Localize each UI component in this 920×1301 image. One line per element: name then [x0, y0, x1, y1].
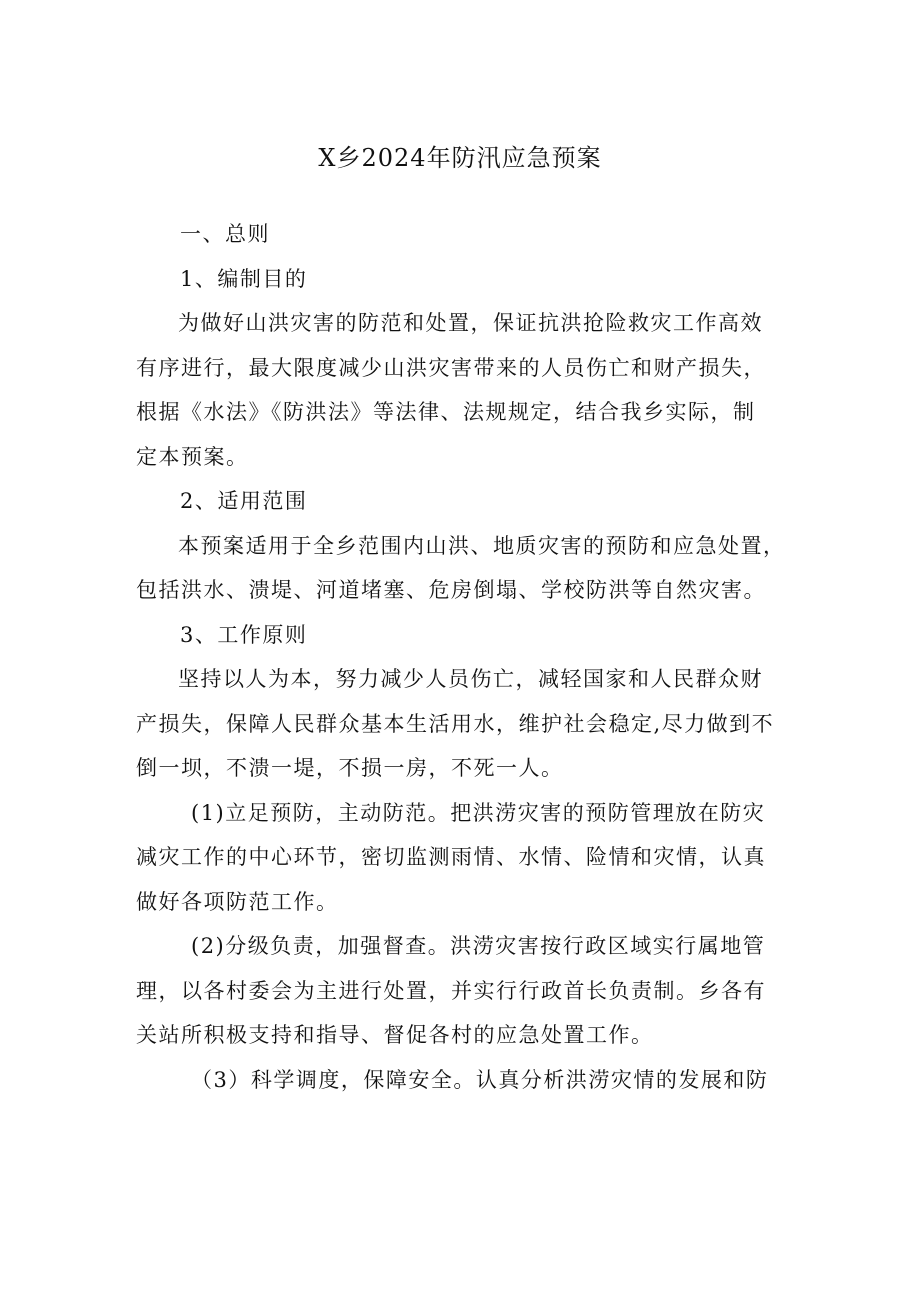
text-line: (1)立足预防，主动防范。把洪涝灾害的预防管理放在防灾 — [191, 800, 766, 825]
text-line: 为做好山洪灾害的防范和处置，保证抗洪抢险救灾工作高效 — [178, 311, 763, 335]
text-line: 定本预案。 — [136, 444, 249, 469]
principle-item-2 — [136, 924, 792, 1058]
text-line: 理，以各村委会为主进行处置，并实行行政首长负责制。乡各有 — [136, 978, 766, 1003]
text-line: 做好各项防范工作。 — [136, 889, 339, 914]
text-line: 有序进行，最大限度减少山洪灾害带来的人员伤亡和财产损失， — [136, 355, 766, 380]
text-line: 关站所积极支持和指导、督促各村的应急处置工作。 — [136, 1023, 654, 1047]
section-heading-general: 一、总则 — [180, 222, 270, 246]
text-line: 倒一坝，不溃一堤，不损一房，不死一人。 — [136, 756, 564, 780]
subsection-heading-scope: 2、适用范围 — [180, 489, 308, 513]
paragraph-purpose — [136, 301, 792, 479]
subsection-heading-principles: 3、工作原则 — [180, 622, 308, 647]
text-line: 产损失，保障人民群众基本生活用水，维护社会稳定,尽力做到不 — [136, 711, 775, 736]
text-line: 减灾工作的中心环节，密切监测雨情、水情、险情和灾情，认真 — [136, 845, 766, 869]
text-line: （3）科学调度，保障安全。认真分析洪涝灾情的发展和防 — [191, 1067, 769, 1092]
principle-item-1 — [136, 791, 792, 925]
text-line: 本预案适用于全乡范围内山洪、地质灾害的预防和应急处置， — [178, 533, 786, 558]
text-line: 根据《水法》《防洪法》等法律、法规规定，结合我乡实际，制 — [136, 400, 756, 424]
text-line: (2)分级负责，加强督查。洪涝灾害按行政区域实行属地管 — [191, 934, 766, 958]
text-line: 坚持以人为本，努力减少人员伤亡，减轻国家和人民群众财 — [178, 667, 763, 691]
subsection-heading-purpose: 1、编制目的 — [180, 266, 308, 291]
document-title: X乡2024年防汛应急预案 — [318, 144, 602, 172]
principle-item-3 — [136, 1058, 792, 1103]
document-body — [136, 212, 792, 1102]
text-line: 包括洪水、溃堤、河道堵塞、危房倒塌、学校防洪等自然灾害。 — [136, 578, 766, 602]
paragraph-principles — [136, 657, 792, 791]
paragraph-scope — [136, 524, 792, 613]
